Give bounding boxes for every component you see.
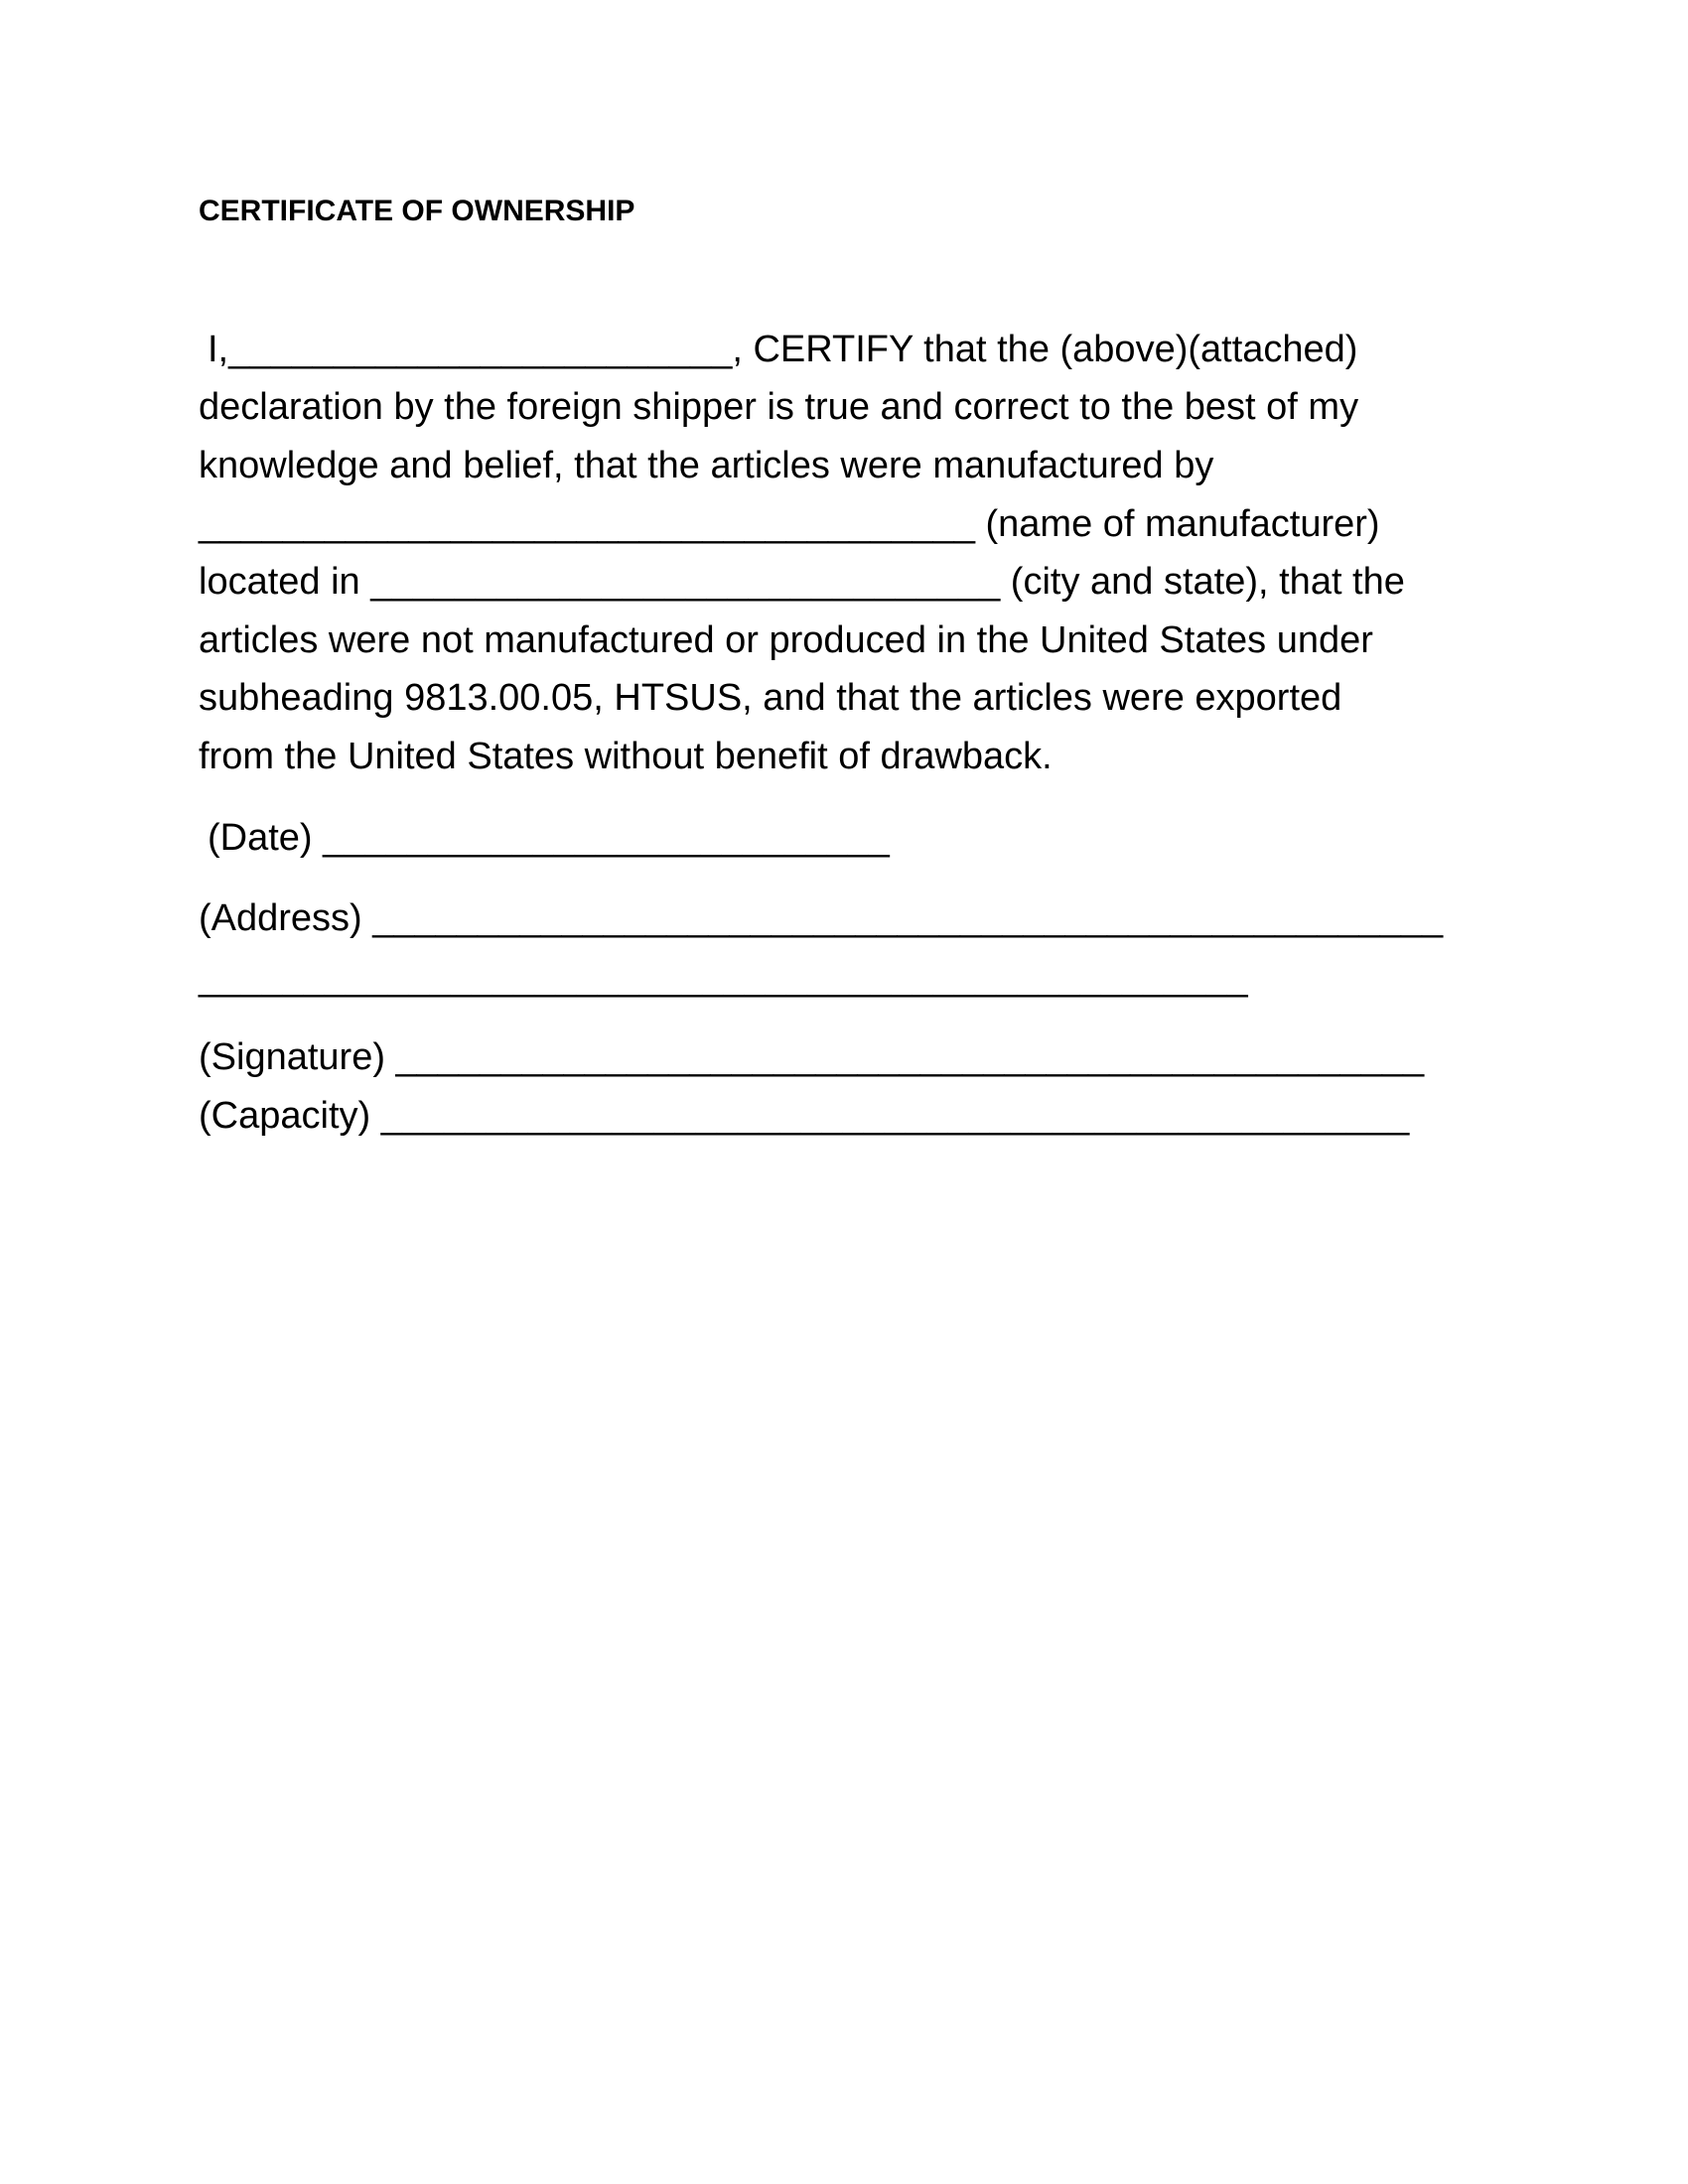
address-field-line: (Address) ___________________________________________________ (199, 897, 1444, 939)
signature-field-line: (Signature) _________________________________________________ (199, 1036, 1425, 1078)
certify-statement-line-6: articles were not manufactured or produced in the United States under (199, 619, 1373, 661)
address-continuation-line: __________________________________________________ (199, 957, 1248, 999)
certify-statement-line-2: declaration by the foreign shipper is true and correct to the best of my (199, 386, 1359, 428)
city-state-line: located in ______________________________ (city and state), that the (199, 561, 1405, 603)
certify-statement-line-8: from the United States without benefit of drawback. (199, 736, 1053, 777)
manufacturer-name-line: _____________________________________ (name of manufacturer) (199, 503, 1380, 545)
certify-statement-line-1: I,________________________, CERTIFY that the (above)(attached) (208, 329, 1358, 370)
certify-statement-line-3: knowledge and belief, that the articles were manufactured by (199, 445, 1214, 486)
document-title: CERTIFICATE OF OWNERSHIP (199, 195, 635, 227)
capacity-field-line: (Capacity) _________________________________________________ (199, 1095, 1410, 1137)
certify-statement-line-7: subheading 9813.00.05, HTSUS, and that the articles were exported (199, 677, 1342, 719)
date-field-line: (Date) ___________________________ (208, 817, 890, 859)
